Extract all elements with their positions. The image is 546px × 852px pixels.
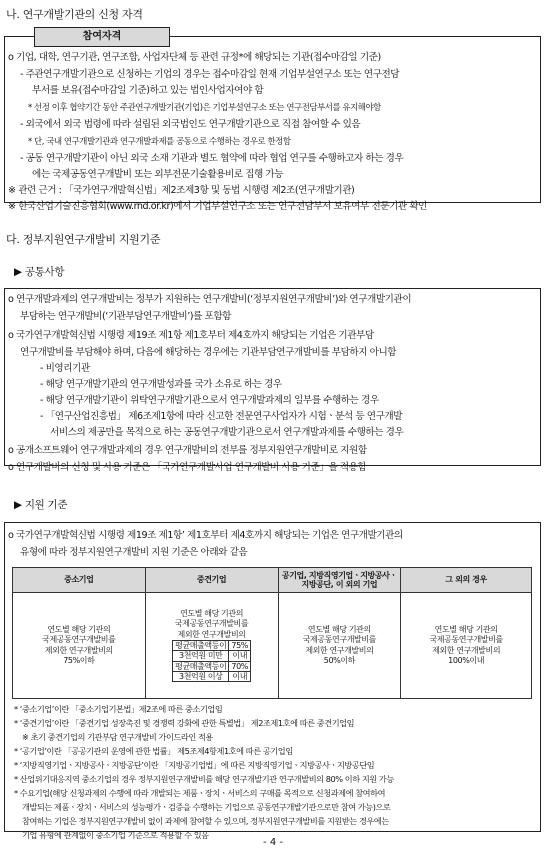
table-cell-midsize: 연도별 해당 기관의 국제공동연구개발비를 제외한 연구개발비의 평균매출액등이 75% 3천억원 미만 이내 평균매출액등이 70% 3천억원 이상 이내 — [145, 593, 278, 699]
eligibility-tag: 참여자격 — [34, 27, 170, 47]
eligibility-reference: ※ 한국산업기술진흥협회(www.rnd.or.kr)에서 기업부설연구소 또는 연구전담부서 보유여부 전문기관 확인 — [8, 201, 427, 212]
common-item: - 해당 연구개발기관이 위탁연구개발기관으로서 연구개발과제의 일부를 수행하는 경우 — [40, 395, 379, 406]
subsection-title-support: ▶ 지원 기준 — [14, 499, 68, 511]
support-rate-table — [12, 567, 532, 699]
footnote: * ‘공기업’이란 「공공기관의 운영에 관한 법률」 제5조제4항제1호에 따른 공기업임 — [14, 746, 293, 756]
footnote: * ‘지방직영기업ㆍ지방공사ㆍ지방공단’이란 「지방공기업법」에 따른 지방직영기업ㆍ지방공사ㆍ지방공단임 — [14, 760, 375, 770]
eligibility-line: o 기업, 대학, 연구기관, 연구조합, 사업자단체 등 관련 규정*에 해당되는 기관(접수마감일 기준) — [8, 52, 381, 63]
footnote: * 산업위기대응지역 중소기업의 경우 정부지원연구개발비를 해당 연구개발기관 연구개발비의 80% 이하 지원 가능 — [14, 774, 394, 784]
footnote: ※ 초기 중견기업의 기관부담 연구개발비 가이드라인 적용 — [22, 732, 213, 742]
common-item: - 「연구산업진흥법」 제6조제1항에 따라 신고한 전문연구사업자가 시험ㆍ분석 등 연구개발 — [40, 411, 403, 422]
eligibility-line: 부서를 보유(접수마감일 기준)하고 있는 법인사업자여야 함 — [32, 85, 264, 96]
eligibility-line: - 공동 연구개발기관이 아닌 외국 소재 기관과 별도 협약에 따라 협업 연구를 수행하고자 하는 경우 — [20, 153, 404, 164]
footnote: 참여하는 기업은 정부지원연구개발비 없이 과제에 참여할 수 있으며, 정부지원연구개발비를 지원받는 경우에는 — [22, 816, 389, 826]
support-line: 유형에 따라 정부지원연구개발비 지원 기준은 아래와 같음 — [20, 547, 248, 558]
footnote: * ‘중소기업’이란 「중소기업기본법」제2조에 따른 중소기업임 — [14, 704, 223, 714]
common-line: o 국가연구개발혁신법 시행령 제19조 제1항 제1호부터 제4호까지 해당되는 기업은 기관부담 — [8, 330, 374, 341]
common-item: - 해당 연구개발기관의 연구개발성과를 국가 소유로 하는 경우 — [40, 379, 282, 390]
table-header: 중견기업 — [145, 568, 278, 593]
table-header: 그 외의 경우 — [401, 568, 532, 593]
eligibility-reference: ※ 관련 근거 : 「국가연구개발혁신법」제2조제3항 및 동법 시행령 제2조(연구개발기관) — [8, 185, 355, 196]
footnote: * 수요기업(해당 신청과제의 수행에 따라 개발되는 제품ㆍ장치ㆍ서비스의 구매를 목적으로 신청과제에 참여하여 — [14, 788, 386, 798]
common-line: 부담하는 연구개발비(‘기관부담연구개발비’)를 포함함 — [20, 311, 231, 322]
section-title-support-criteria: 다. 정부지원연구개발비 지원기준 — [6, 233, 161, 246]
table-cell-public: 연도별 해당 기관의 국제공동연구개발비를 제외한 연구개발비의 50%이하 — [278, 593, 401, 699]
footnote: 개발되는 제품ㆍ장치ㆍ서비스의 성능평가ㆍ검증을 수행하는 기업으로 공동연구개발기관으로만 참여 가능)으로 — [22, 802, 391, 812]
common-line: o 공개소프트웨어 연구개발과제의 경우 연구개발비의 전부를 정부지원연구개발비로 지원함 — [8, 445, 367, 456]
eligibility-note: * 단, 국내 연구개발기관과 연구개발과제를 공동으로 수행하는 경우로 한정함 — [28, 136, 291, 146]
page-number: - 4 - — [263, 837, 283, 848]
midsize-subtable: 평균매출액등이 75% 3천억원 미만 이내 평균매출액등이 70% 3천억원 이상 이내 — [172, 640, 251, 682]
eligibility-line: - 외국에서 외국 법령에 따라 설립된 외국법인도 연구개발기관으로 직접 참여할 수 있음 — [20, 119, 361, 130]
eligibility-line: 에는 국제공동연구개발비 또는 외부전문기술활용비로 집행 가능 — [32, 169, 284, 180]
common-line: 연구개발비를 부담해야 하며, 다음에 해당하는 경우에는 기관부담연구개발비를 부담하지 아니함 — [20, 347, 397, 358]
table-cell-sme: 연도별 해당 기관의 국제공동연구개발비를 제외한 연구개발비의 75%이하 — [13, 593, 146, 699]
common-item: - 비영리기관 — [40, 363, 90, 374]
eligibility-note: * 선정 이후 협약기간 동안 주관연구개발기관(기업)은 기업부설연구소 또는 연구전담부서를 유지해야함 — [28, 102, 381, 112]
subsection-title-common: ▶ 공통사항 — [14, 266, 65, 278]
common-line: o 연구개발비의 신청 및 사용 기준은 「국가연구개발사업 연구개발비 사용 기준」을 적용함 — [8, 462, 367, 473]
common-line: o 연구개발과제의 연구개발비는 정부가 지원하는 연구개발비(‘정부지원연구개발비’)와 연구개발기관이 — [8, 294, 412, 305]
common-item: 서비스의 제공만을 목적으로 하는 공동연구개발기관으로서 연구개발과제를 수행하는 경우 — [50, 427, 404, 438]
footnote: 기업 유형에 관계없이 중소기업 기준으로 적용할 수 있음 — [22, 830, 209, 840]
eligibility-line: - 주관연구개발기관으로 신청하는 기업의 경우는 접수마감일 현재 기업부설연구소 또는 연구전담 — [20, 69, 400, 80]
footnote: * ‘중견기업’이란 「중견기업 성장촉진 및 경쟁력 강화에 관한 특별법」 제2조제1호에 따른 중견기업임 — [14, 718, 355, 728]
table-cell-other: 연도별 해당 기관의 국제공동연구개발비를 제외한 연구개발비의 100%이내 — [401, 593, 532, 699]
table-header: 중소기업 — [13, 568, 146, 593]
section-title-eligibility: 나. 연구개발기관의 신청 자격 — [6, 8, 143, 21]
table-header: 공기업, 지방직영기업ㆍ지방공사ㆍ지방공단, 이 외의 기업 — [278, 568, 401, 593]
support-line: o 국가연구개발혁신법 시행령 제19조 제1항’ 제1호부터 제4호까지 해당되는 기업은 연구개발기관의 — [8, 530, 403, 541]
